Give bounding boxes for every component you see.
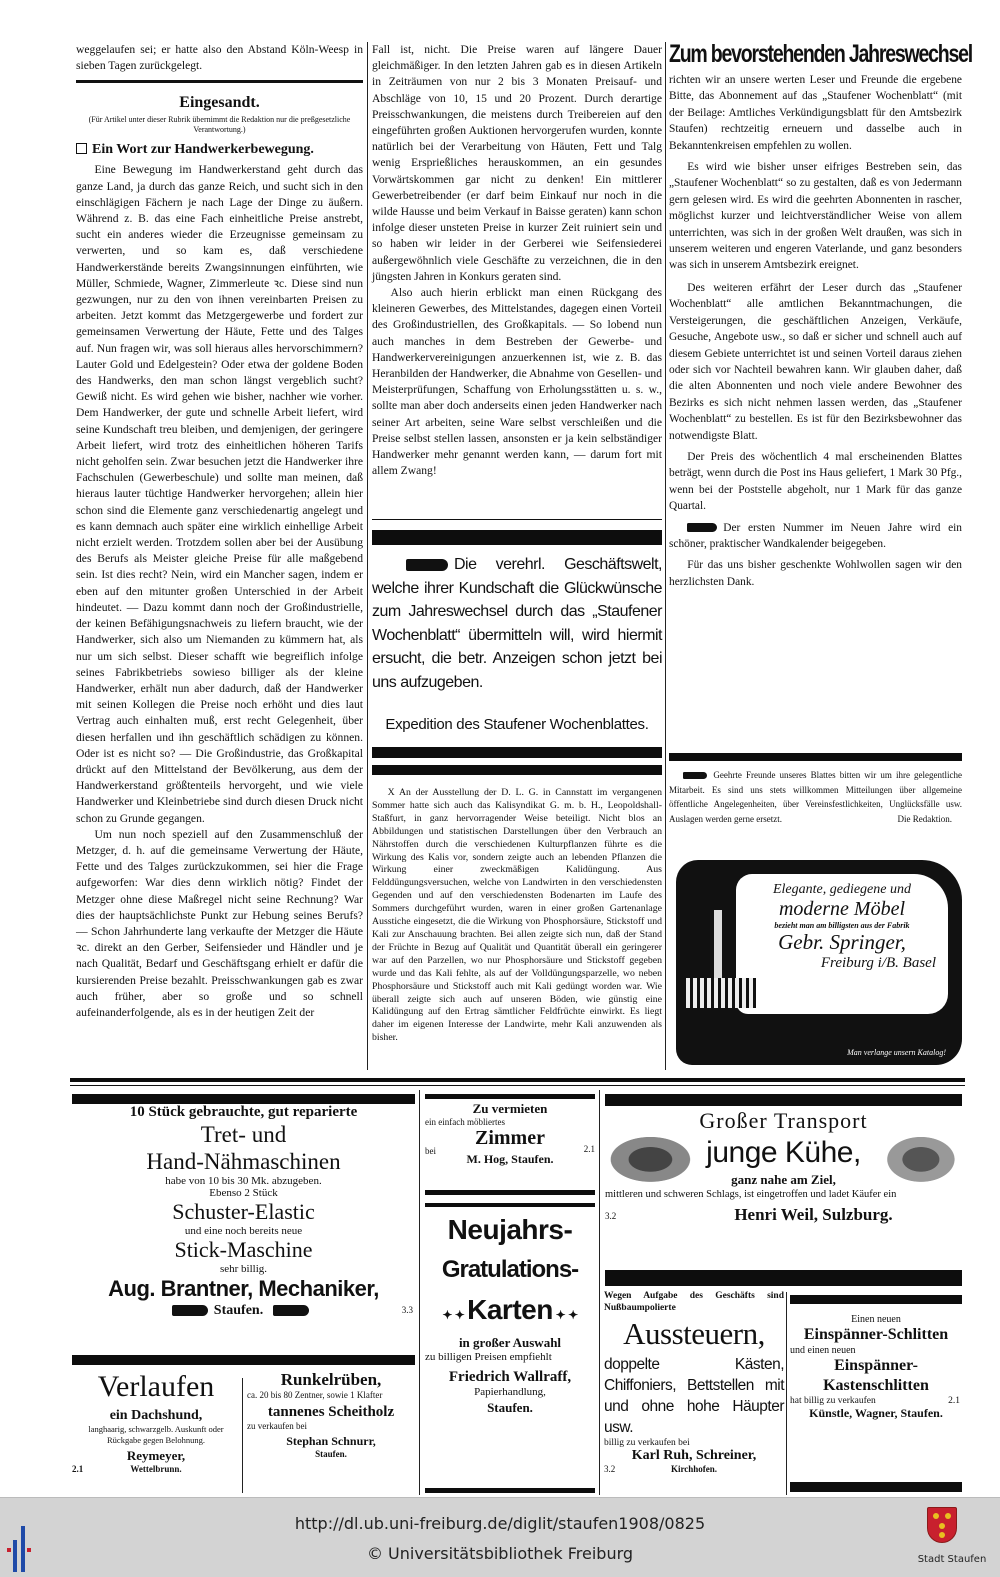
black-bar	[669, 753, 962, 761]
ad-line	[605, 1205, 962, 1225]
ad-line: ein einfach möbliertes	[425, 1117, 505, 1127]
ad-line: Zu vermieten	[472, 1101, 548, 1116]
ad-line-text: Karten	[467, 1294, 553, 1325]
ad-lost-dog	[72, 1370, 240, 1474]
footer-bar	[0, 1497, 1000, 1577]
furniture-ad-box	[676, 860, 962, 1065]
section-heading: Eingesandt.	[179, 94, 260, 112]
pointing-hand-icon	[172, 1305, 208, 1316]
ad-line	[425, 1144, 595, 1167]
furniture-ad-inner	[736, 874, 948, 1014]
column-rule	[599, 1090, 600, 1495]
ad-company: Gebr. Springer,	[778, 930, 906, 954]
ad-line	[425, 1290, 595, 1335]
ad-line: Stick-Maschine	[174, 1237, 313, 1262]
friends-notice-body: Geehrte Freunde unseres Blattes bitten wir um ihre gelegentliche Mitarbeit. Es sind uns stets willkommen Mitteilungen über allgemeine öffentliche Angelegenheiten, über Vereinsfestlichkeiten, Unglücksfälle usw. Auslagen werden gerne ersetzt.	[669, 770, 962, 824]
ad-room	[425, 1101, 595, 1167]
friends-notice	[669, 768, 962, 826]
crest-label: Stadt Staufen	[917, 1554, 987, 1565]
ad-line: Schuster-Elastic	[172, 1199, 315, 1224]
ad-line: langhaarig, schwarzgelb. Auskunft oder Rückgabe gegen Belohnung.	[88, 1424, 224, 1445]
ad-code: 3.3	[401, 1305, 413, 1315]
pointing-hand-icon	[273, 1305, 309, 1316]
disclaimer: (Für Artikel unter dieser Rubrik übernimmt die Redaktion nur die preßgesetzliche Verantwortung.)	[88, 115, 351, 135]
friends-signature: Die Redaktion.	[897, 813, 952, 824]
ads-top-rule	[70, 1078, 965, 1082]
ad-town: Staufen.	[315, 1449, 347, 1459]
intro-text: weggelaufen sei; er hatte also den Abstand Köln-Weesp in sieben Tagen zurückgelegt.	[76, 43, 363, 73]
cow-illustration-icon	[609, 1136, 701, 1188]
column-rule	[242, 1378, 243, 1493]
pointing-hand-icon	[687, 523, 717, 532]
ad-line: 10 Stück gebrauchte, gut reparierte	[129, 1104, 358, 1120]
ad-town: Kirchhofen.	[670, 1464, 718, 1474]
ad-line: Tret- und	[200, 1122, 287, 1147]
article-paragraph: Fall ist, nicht. Die Preise waren auf längere Dauer gleichmäßiger. In den letzten Jahren gab es in diesen Artikeln in Zeiträumen von nur 2 bis 3 Monaten Preisauf- und Abschläge von 10, 15 und 20 Prozent. Durch derartige Preisschwankungen, die meistens durch Treibereien auf den eingeführten großen Auktionen hervorgerufen wurden, konnte natürlich bei der Verarbeitung von Häuten, Fett und Talg wenig Ersprießliches herauskommen, an ein gesundes Vorwärtskommen gar nicht zu denken! Ein mittlerer Gewerbetreibender (er darf beim Einkauf nur noch in die wilde Hausse und beim Verkauf in Baisse geraten) kann schon infolge dieser unsteten Preise in kurzer Zeit ruiniert sein und so haben wir leider in der Gerberei wie Seifensiederei außergewöhnlich viele Geschäfte zu verzeichnen, die in den jüngsten Jahren in Konkurs geraten sind.	[372, 43, 662, 283]
black-bar	[605, 1270, 962, 1286]
ad-catalog-note: Man verlange unsern Katalog!	[847, 1048, 946, 1057]
ad-city: Freiburg i/B. Basel	[820, 955, 936, 971]
copyright: © Universitätsbibliothek Freiburg	[366, 1544, 634, 1563]
ad-sleighs	[790, 1314, 962, 1421]
ad-line: ein Dachshund,	[109, 1408, 203, 1423]
ad-sewing-machines	[72, 1104, 415, 1319]
ad-code: 2.1	[583, 1144, 595, 1154]
ad-line: mittleren und schweren Schlags, ist eingetroffen und ladet Käufer ein	[605, 1189, 897, 1200]
ad-code: 3.2	[605, 1211, 617, 1221]
ad-line: ganz nahe am Ziel,	[731, 1172, 836, 1187]
source-url[interactable]: http://dl.ub.uni-freiburg.de/diglit/staufen1908/0825	[294, 1514, 706, 1533]
black-bar	[372, 530, 662, 545]
ad-advertiser: Aug. Brantner, Mechaniker,	[108, 1276, 379, 1301]
ad-advertiser: Reymeyer,	[126, 1448, 186, 1463]
column-rule	[419, 1090, 420, 1495]
ad-line: habe von 10 bis 30 Mk. abzugeben.	[165, 1175, 322, 1187]
kali-article-text: X An der Ausstellung der D. L. G. in Cannstatt im vergangenen Sommer hatte sich auch das Kalisyndikat G. m. b. H., Leopoldshall-Staßfurt, in ganz hervorragender Weise beteiligt. Nicht blos an Abbildungen und statistischen Darstellungen über den Verbrauch an Nährstoffen durch die verschiedenen Kulturpflanzen führte es die Wirkung des Kalis vor, sondern zeigte auch an lebenden Pflanzen die Wirkung einer zweckmäßigen Kalidüngung. Aus Felddüngungsversuchen, welche von Landwirten in den verschiedensten Gegenden und auf den verschiedensten Bodenarten im Laufe des Sommers durchgeführt wurden, waren in einer großen Gartenanlage Ausstiche eingesetzt, die die Wirkung von Phosphorsäure, Stickstoff und Kali zur Anschauung brachten. Bei allen zeigte sich nun, daß der Stand der Früchte in Bezug auf Qualität und Quantität überall ein geringerer war auf den Parzellen, wo nur Phosphorsäure und Stickstoff gegeben wurde und das Kali fehlte, als auf der Volldüngungsparzelle, wo neben Phosphorsäure und Stickstoff auch mit Kali gedüngt worden war. Wie überall zeigte sich auch auf unseren Böden, wie günstig eine Kalidüngung auf den Ertrag sämtlicher Feldfrüchte einwirkt. Es liegt daher im eigenen Interesse der Landwirte, mehr Kali anzuwenden als bisher.	[372, 787, 662, 1044]
checkbox-square-icon	[76, 143, 87, 154]
ad-line: Wegen Aufgabe des Geschäfts sind Nußbaumpolierte	[604, 1291, 784, 1313]
black-bar	[425, 1190, 595, 1195]
black-bar	[790, 1295, 962, 1304]
right-column	[669, 72, 962, 590]
column-rule	[786, 1292, 787, 1495]
ad-code: 2.1	[72, 1464, 84, 1474]
ad-code: 2.1	[948, 1396, 960, 1406]
ads-top-rule-thin	[70, 1085, 965, 1086]
diamond-ornament-icon: ✦ ✦	[442, 1308, 468, 1322]
black-bar	[425, 1094, 595, 1099]
middle-column	[372, 42, 662, 479]
ad-line: zu verkaufen bei	[247, 1421, 307, 1431]
article-title	[76, 141, 363, 159]
ad-line: Papierhandlung,	[474, 1386, 546, 1398]
ad-line: Verlaufen	[97, 1370, 215, 1403]
ad-line: und eine noch bereits neue	[184, 1225, 303, 1237]
subscription-paragraph: Des weiteren erfährt der Leser durch das „Staufener Wochenblatt“ alle amtlichen Bekanntmachungen, die Versteigerungen, die geschäftlichen Anzeigen, Verkäufe, Gesuche, Angebote usw., so daß er sicher und schnell auch auf diesem Gebiete unterrichtet ist und seinen Vorteil daraus ziehen oder sich vor Nachteil bewahren kann. Wir glauben daher, daß die alten Abonnenten und noch viele andere Bewohner des Bezirks es sich nicht nehmen lassen werden, das „Staufener Wochenblatt“ zu bestellen. Es ist für den Bezirksbewohner das notwendigste Blatt.	[669, 281, 962, 442]
ad-line	[604, 1464, 784, 1474]
diamond-ornament-icon: ✦ ✦	[552, 1308, 578, 1322]
kali-article	[372, 787, 662, 1045]
calendar-text: Der ersten Nummer im Neuen Jahre wird ein schöner, praktischer Wandkalender beigegeben.	[669, 521, 962, 550]
ad-line: zu billigen Preisen empfiehlt	[425, 1351, 552, 1363]
ad-line: Neujahrs-	[447, 1214, 573, 1245]
subscription-paragraph: richten wir an unsere werten Leser und Freunde die ergebene Bitte, das Abonnement auf das „Staufener Wochenblatt“ (mit der Beilage: Amtliches Verkündigungsblatt für den Amtsbezirk Staufen) rechtzeitig erneuern und dasselbe auch in Bekanntenkreisen empfehlen zu wollen.	[669, 74, 962, 152]
thanks-paragraph: Für das uns bisher geschenkte Wohlwollen sagen wir den herzlichsten Dank.	[669, 559, 962, 588]
ad-line: Elegante, gediegene und	[772, 882, 911, 897]
ad-greeting-cards	[425, 1210, 595, 1416]
divider	[372, 519, 662, 520]
ad-line: Aussteuern,	[623, 1316, 765, 1351]
ad-line: Gratulations-	[441, 1256, 579, 1283]
ad-line: Runkelrüben,	[280, 1370, 382, 1389]
ad-line: bei	[425, 1146, 436, 1156]
subscription-paragraph: Es wird wie bisher unser eifriges Bestreben sein, das „Staufener Wochenblatt“ so zu gestalten, daß es von Jedermann gern gelesen wird. Es wird die geehrten Abonnenten in rascher, möglichst kurzer und leichtverständlicher Weise von allem unterrichten, was sich in der großen Welt draußen, was sich in unserem weiteren und engeren Vaterlande, und ganz besonders was sich in unserem Amtsbezirk ereignet.	[669, 161, 962, 272]
ad-line: sehr billig.	[219, 1263, 268, 1275]
staufen-crest-icon	[927, 1507, 957, 1543]
black-bar	[372, 765, 662, 775]
ad-advertiser: Henri Weil, Sulzburg.	[734, 1205, 893, 1224]
ad-line: Großer Transport	[699, 1108, 868, 1133]
black-bar	[425, 1203, 595, 1207]
black-bar	[790, 1482, 962, 1492]
calendar-paragraph	[669, 520, 962, 553]
ad-line	[72, 1303, 415, 1319]
ad-dowry-furniture	[604, 1290, 784, 1474]
ad-line: ca. 20 bis 80 Zentner, sowie 1 Klafter	[247, 1390, 383, 1400]
ad-advertiser: Karl Ruh, Schreiner,	[631, 1448, 757, 1463]
black-bar	[72, 1355, 415, 1365]
ad-line: Hand-Nähmaschinen	[146, 1149, 341, 1174]
ad-line: moderne Möbel	[778, 898, 906, 920]
divider	[76, 80, 363, 83]
black-bar	[372, 747, 662, 758]
article-paragraph: Also auch hierin erblickt man einen Rückgang des kleineren Gewerbes, des Mittelstandes, dagegen einen Vorteil des Großindustriellen, des Großkapitals. — So lobend nun auch manches in dem Bestreben der Gewerbe- und Handwerkervereinigungen anzuerkennen ist, wie z. B. das Heranbilden der Handwerker, die Abnahme von Gesellen- und Meisterprüfungen, Schaffung von Erholungsstätten u. s. w., sollte man aber doch anderseits einen jeden Handwerker nach seiner Art arbeiten, seine Ware selbst verschleißen und die Preise selbst stellen lassen, ansonsten er ja kein selbständiger Handwerker mehr genannt werden kann, — darum fort mit allem Zwang!	[372, 286, 662, 478]
ad-line: in großer Auswahl	[458, 1335, 562, 1350]
right-heading: Zum bevorstehenden Jahreswechsel	[669, 40, 972, 69]
price-paragraph: Der Preis des wöchentlich 4 mal erscheinenden Blattes beträgt, wenn durch die Post ins Haus geliefert, 1 Mark 30 Pfg., wenn bei der Poststelle abgeholt, nur 1 Mark für das ganze Quartal.	[669, 450, 962, 513]
cow-illustration-icon	[878, 1136, 956, 1188]
ad-advertiser: Stephan Schnurr,	[286, 1434, 376, 1448]
column-rule	[665, 42, 666, 1070]
ad-line: junge Kühe,	[706, 1136, 861, 1169]
left-column	[76, 42, 363, 1021]
ad-line	[790, 1396, 962, 1406]
article-paragraph: Eine Bewegung im Handwerkerstand geht durch das ganze Land, ja durch das ganze Reich, und sucht sich in den einschlägigen Fächern je nach Lage der Dinge zu äußern. Während z. B. das eine Fach einheitliche Preise anstrebt, sucht ein anderes wieder die Erzeugnisse gemeinsam zu verwerten, und so kam es, daß verschiedene Handwerkerstände bereits Zwangsinnungen einführten, wie Müller, Schmiede, Wagner, Zimmerleute ꝛc. Diese sind nun gezwungen, nur zu den von ihnen vereinbarten Preisen zu arbeiten. Jetzt kommt das Metzgergewerbe und fordert zur gemeinsamen Verwertung der Häute, Fette und des Talges auf. Nun fragen wir, was soll hieraus alles hervorschimmern? Lauter Gold und Edelgestein? Oder etwa der goldene Boden des Handwerks, den man schon längst vergeblich sucht? Gewiß nicht. Es wird gehen wie bisher, nachher wie vorher. Dem Handwerker, der gute und schnelle Arbeit liefert, wird seine Kundschaft treu bleiben, und demjenigen, der geringere Arbeit liefert, wird trotz des einheitlichen höheren Tarifs nicht geholfen sein. Zwar besuchen jetzt die Handwerker ihre Fachschulen (Gewerbeschule) und sollte man meinen, daß hieraus lauter tüchtige Handwerker hervorgehen; allein hier schon sind die Elemente ganz verschiedenartig angelegt und es kann demnach auch später eine wirklich einhellige Arbeit nicht erzielt werden. Trotzdem sollen aber bei der Ausübung des Berufs als Meister gleiche Preise für alle maßgebend sein. Ist dies recht? Nein, wird ein Mancher sagen, indem er eben auf den mitunter großen Unterschied in der Arbeit hindeutet. — Dazu kommt dann noch der Großindustrielle, der keinen Befähigungsnachweis zu liefern braucht, wie der Handwerker, sich also um Niemanden zu kümmern hat, als nur um sich selbst. Dieser schafft wie begreiflich infolge seines Fabrikbetriebs sowieso billiger als der kleine Handwerker, erhält nun aber dadurch, daß der Handwerker mit seinen Kollegen die Preise noch erhöht und dies laut Vertrag auch einhalten muß, erst recht Gelegenheit, über diesen herfallen und ihn geschäftlich schädigen zu können. Oder ist es nicht so? — Die Großindustrie, das Großkapital drückt auf den Mittelstand der Bevölkerung, aus dem der Handwerkerstand größtenteils hervorgeht, und wie viele Handwerker und Kleinbetriebe sind durch diesen Druck nicht schon zu Grunde gegangen.	[76, 163, 363, 825]
ad-code: 3.2	[604, 1464, 616, 1474]
ad-line: billig zu verkaufen bei	[604, 1438, 690, 1448]
ad-cows	[605, 1108, 962, 1225]
ad-line	[72, 1464, 240, 1474]
friends-notice-text	[669, 768, 962, 826]
ad-line: Ebenso 2 Stück	[209, 1187, 278, 1199]
ad-advertiser: Künstle, Wagner, Staufen.	[809, 1406, 943, 1420]
ad-line: doppelte Kästen, Chiffoniers, Bettstellen mit und ohne hohe Häupter usw.	[604, 1356, 784, 1436]
ad-line: und einen neuen	[790, 1345, 856, 1356]
ad-town: Staufen.	[213, 1303, 264, 1318]
ad-line: tannenes Scheitholz	[267, 1404, 395, 1420]
article-paragraph: Um nun noch speziell auf den Zusammenschluß der Metzger, d. h. auf die gemeinsame Verwertung der Häute, Fette und des Talges zurückzukommen, sei hier die Frage aufgeworfen: War dies denn wirklich nötig? Findet der Metzger ohne diese Maßregel nicht seine Rechnung? War dies der hauptsächlichste Punkt zur Hebung seines Berufs? — Schon Jahrhunderte lang verkaufte der Metzger die Häute ꝛc. direkt an den Gerber, Seifensieder und Händler und je nach Qualität, Bedarf und Geschäftsgang erhielt er dafür die kursierenden Preise bezahlt. Preisschwankungen gab es zwar auch früher, aber so große und so schnell aufeinanderfolgende, als es in der heutigen Zeit der	[76, 827, 363, 1019]
greeting-notice	[372, 553, 662, 694]
ad-line: bezieht man am billigsten aus der Fabrik	[774, 921, 910, 930]
ad-advertiser: M. Hog, Staufen.	[466, 1152, 554, 1166]
ad-line: Einspänner-Kastenschlitten	[823, 1357, 929, 1394]
notice-signature: Expedition des Staufener Wochenblattes.	[385, 716, 649, 733]
article-title-text: Ein Wort zur Handwerkerbewegung.	[92, 142, 314, 158]
ad-beets	[247, 1370, 415, 1459]
greeting-notice-text: Die verehrl. Geschäftswelt, welche ihrer Kundschaft die Glückwünsche zum Jahreswechsel durch das „Staufener Wochenblatt“ übermitteln will, wird hiermit ersucht, die betr. Anzeigen schon jetzt bei uns aufzugeben.	[372, 556, 662, 691]
ad-line: Einspänner-Schlitten	[803, 1326, 949, 1343]
factory-illustration-icon	[686, 900, 756, 1010]
ad-line-text: hat billig zu verkaufen	[790, 1396, 876, 1406]
column-rule	[367, 42, 368, 1070]
ad-town: Wettelbrunn.	[130, 1464, 182, 1474]
ad-advertiser: Friedrich Wallraff,	[448, 1369, 572, 1385]
ad-line: Zimmer	[475, 1127, 545, 1149]
ad-town: Staufen.	[487, 1400, 533, 1415]
black-bar	[425, 1488, 595, 1493]
black-bar	[72, 1094, 415, 1104]
ad-line: Einen neuen	[851, 1314, 901, 1325]
black-bar	[605, 1094, 962, 1106]
pointing-hand-icon	[683, 772, 707, 779]
pointing-hand-icon	[406, 559, 448, 571]
